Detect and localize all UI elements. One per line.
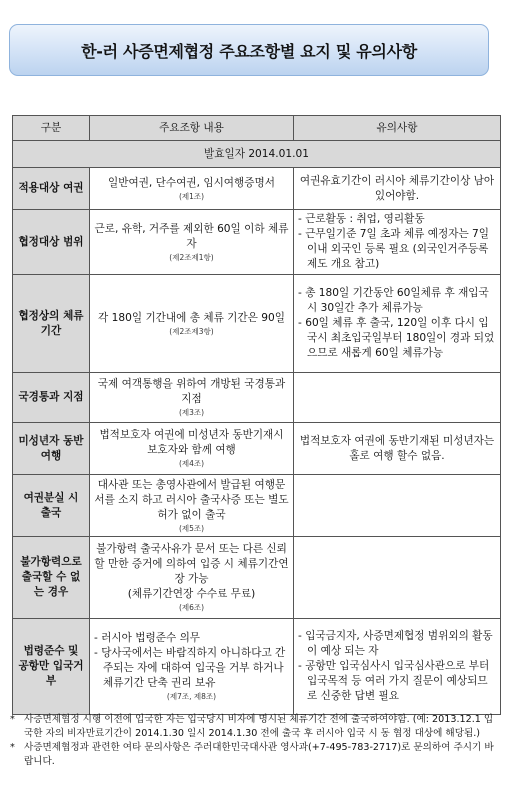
row-category: 국경통과 지점 <box>13 373 90 423</box>
header-content: 주요조항 내용 <box>90 116 294 141</box>
row-content <box>90 275 294 373</box>
article-ref: (제2조제3항) <box>169 326 214 336</box>
content-text: 불가항력 출국사유가 문서 또는 다른 신뢰할 만한 증거에 의하여 입증 시 체류기간연장 가능 <box>94 543 289 585</box>
list-item: - 총 180일 기간동안 60일체류 후 재입국시 30일간 추가 체류가능 <box>298 286 496 316</box>
table-row <box>13 537 501 619</box>
row-notes <box>294 168 501 210</box>
page-title: 한-러 사증면제협정 주요조항별 요지 및 유의사항 <box>9 24 489 76</box>
list-item: - 60일 체류 후 출국, 120일 이후 다시 입국시 최초입국일부터 180일이 경과 되었으므로 새롭게 60일 체류가능 <box>298 316 496 361</box>
table-row <box>13 475 501 537</box>
row-content <box>90 168 294 210</box>
footnote <box>10 713 500 741</box>
footnote-mark: * <box>10 742 15 753</box>
article-ref: (제2조제1항) <box>169 252 214 262</box>
row-category: 미성년자 동반 여행 <box>13 423 90 475</box>
article-ref: (제1조) <box>178 191 205 201</box>
list-item: - 입국금지자, 사증면제협정 범위외의 활동이 예상 되는 자 <box>298 629 496 659</box>
row-notes <box>294 210 501 275</box>
notes-text: 여권유효기간이 러시아 체류기간이상 남아 있어야함. <box>299 174 495 202</box>
row-category: 법령준수 및 공항만 입국거부 <box>13 619 90 715</box>
article-ref: (제4조) <box>178 459 205 468</box>
row-notes <box>294 619 501 715</box>
content-text: 대사관 또는 총영사관에서 발급된 여행문서를 소지 하고 러시아 출국사증 또는 별도 허가 없이 출국 <box>94 478 289 521</box>
article-ref: (제7조, 제8조) <box>166 692 217 701</box>
table-row <box>13 373 501 423</box>
list-item: - 러시아 법령준수 의무 <box>94 631 289 646</box>
row-category: 적용대상 여권 <box>13 168 90 210</box>
content-text: 법적보호자 여권에 미성년자 동반기재시 보호자와 함께 여행 <box>99 429 284 456</box>
row-notes <box>294 373 501 423</box>
table-row <box>13 423 501 475</box>
provisions-table <box>12 115 501 715</box>
table-row <box>13 210 501 275</box>
footnote-mark: * <box>10 714 15 725</box>
row-content <box>90 475 294 537</box>
row-category: 협정상의 체류기간 <box>13 275 90 373</box>
content-text: (체류기간연장 수수료 무료) <box>127 588 256 600</box>
content-text: 근로, 유학, 거주를 제외한 60일 이하 체류자 <box>94 222 289 250</box>
content-text: 일반여권, 단수여권, 임시여행증명서 <box>108 176 275 189</box>
row-content <box>90 373 294 423</box>
header-notes: 유의사항 <box>294 116 501 141</box>
row-notes <box>294 537 501 619</box>
list-item: - 근무일기준 7일 초과 체류 예정자는 7일이내 외국인 등록 필요 (외국인거주등록제도 개요 참고) <box>298 227 496 272</box>
footnote <box>10 741 500 769</box>
row-category: 불가항력으로 출국할 수 없는 경우 <box>13 537 90 619</box>
header-category: 구분 <box>13 116 90 141</box>
list-item: - 공항만 입국심사시 입국심사관으로 부터 입국목적 등 여러 가지 질문이 예상되므로 신중한 답변 필요 <box>298 659 496 704</box>
row-content <box>90 537 294 619</box>
row-category: 협정대상 범위 <box>13 210 90 275</box>
article-ref: (제6조) <box>178 603 205 612</box>
table-row <box>13 275 501 373</box>
footnote-text: 사증면제협정 시행 이전에 입국한 자는 입국당시 비자에 명시된 체류기간 전에 출국하여야함. (예: 2013.12.1 입국한 자의 비자만료기간이 2014.1.30 일시 2014.1.30 전에 출국 후 러시아 입국 시 동 협정 대상에 해당됨.) <box>24 714 494 739</box>
row-content <box>90 210 294 275</box>
footnotes <box>10 713 500 769</box>
effective-date: 발효일자 2014.01.01 <box>13 141 501 168</box>
content-text: 각 180일 기간내에 총 체류 기간은 90일 <box>98 311 285 324</box>
list-item: - 당사국에서는 바람직하지 아니하다고 간주되는 자에 대하여 입국을 거부 하거나 체류기간 단축 권리 보유 <box>94 646 289 691</box>
article-ref: (제3조) <box>178 408 205 417</box>
row-content <box>90 619 294 715</box>
article-ref: (제5조) <box>178 523 205 533</box>
row-category: 여권분실 시 출국 <box>13 475 90 537</box>
content-text: 국제 여객통행을 위하여 개방된 국경통과 지점 <box>97 378 286 405</box>
row-content <box>90 423 294 475</box>
row-notes <box>294 423 501 475</box>
effective-date-row <box>13 141 501 168</box>
table-header-row <box>13 116 501 141</box>
table-row <box>13 168 501 210</box>
row-notes <box>294 475 501 537</box>
notes-text: 법적보호자 여권에 동반기재된 미성년자는 홀로 여행 할수 없음. <box>299 434 495 462</box>
row-notes <box>294 275 501 373</box>
table-row <box>13 619 501 715</box>
footnote-text: 사증면제협정과 관련한 여타 문의사항은 주러대한민국대사관 영사과(+7-495-783-2717)로 문의하여 주시기 바랍니다. <box>24 742 494 767</box>
list-item: - 근로활동 : 취업, 영리활동 <box>298 212 496 227</box>
